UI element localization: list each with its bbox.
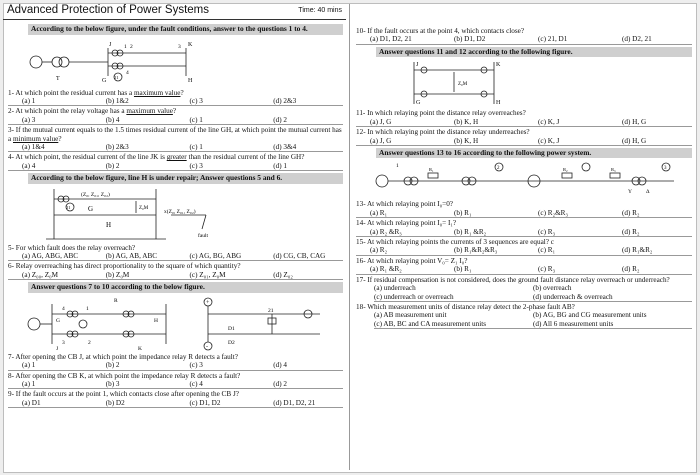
- option-d: (d) All 6 measurement units: [533, 319, 614, 328]
- fig3-label-j: J: [56, 345, 59, 352]
- option-a: (a) 1: [22, 361, 36, 370]
- question-7: 7- After opening the CB J, at which point the impedance relay R detects a fault?: [8, 352, 238, 361]
- fig1-label-j: J: [109, 41, 112, 48]
- figure-1: [26, 36, 326, 88]
- fig1-point-3: 3: [178, 43, 181, 50]
- option-c: (c) 3: [189, 361, 203, 370]
- fig2-label-h: H: [106, 220, 112, 229]
- question-4: 4- At which point, the residual current of the line JK is greater than the residual current of the line GH?: [8, 153, 305, 162]
- fig3b-minus: -: [206, 343, 208, 350]
- option-c: (c) 1: [189, 142, 203, 151]
- option-a: (a) AG, ABG, ABC: [22, 252, 79, 261]
- fig2-fault: fault: [198, 232, 209, 239]
- option-c: (c) AG, BG, ABG: [189, 252, 242, 261]
- option-c: (c) D1, D2: [189, 398, 221, 407]
- question-18: 18- Which measurement units of distance relay detect the 2-phase fault AB?: [356, 302, 575, 311]
- fig1-point-2: 2: [130, 43, 133, 50]
- option-b: (b) R₁: [454, 265, 472, 274]
- fig5-point-2: 2: [497, 166, 500, 172]
- option-d: (d) R₂: [622, 208, 640, 217]
- figure-4: [374, 58, 674, 108]
- option-b: (b) D1, D2: [454, 35, 486, 44]
- option-c: (c) R₃: [538, 265, 556, 274]
- fig5-r3: R₃: [611, 167, 616, 173]
- option-d: (d) H, G: [622, 117, 647, 126]
- option-c: (c) R₁: [538, 246, 556, 255]
- question-14-options: [356, 228, 692, 237]
- fig3-label-h: H: [154, 317, 158, 324]
- fig3b-d2: D2: [228, 339, 235, 346]
- option-c: (c) 1: [189, 115, 203, 124]
- question-16: 16- At which relaying point V₀= Z₁ I₀?: [356, 256, 468, 265]
- fig3b-d1: D1: [228, 325, 235, 332]
- option-c: (c) 21, D1: [538, 35, 568, 44]
- question-8: 8- After opening the CB K, at which point the impedance relay R detects a fault?: [8, 371, 241, 380]
- figure-5: [374, 159, 692, 199]
- option-d: (d) CG, CB, CAG: [273, 252, 326, 261]
- question-10-options: [356, 35, 692, 44]
- fig2-relay-21: 21: [66, 204, 71, 210]
- option-a: (a) Z₀₀, Z₀M: [22, 270, 59, 279]
- option-b: (b) 2: [105, 161, 120, 170]
- option-c: (c) R₃: [538, 227, 556, 236]
- option-a: (a) R₁: [370, 208, 388, 217]
- fig1-label-t: T: [56, 75, 60, 82]
- fig5-y: Y: [628, 189, 632, 196]
- fig4-zm: Z₀M: [458, 82, 468, 88]
- question-15-options: [356, 246, 692, 255]
- option-a: (a) R₂ &R₃: [370, 227, 402, 236]
- fig4-label-h: H: [496, 100, 501, 107]
- option-c: (c) 4: [189, 380, 203, 388]
- figure-3b: [200, 294, 335, 352]
- option-b: (b) R₁: [454, 208, 472, 217]
- question-17: 17- If residual compensation is not considered, does the ground fault distance relay overreach or underreach?: [356, 275, 670, 284]
- fig3-point-3: 3: [62, 339, 65, 346]
- option-b: (b) overreach: [533, 284, 572, 293]
- fig2-z-right: x(Z₀, Z₀₁, Z₀₂): [164, 208, 196, 215]
- fig5-r1: R₁: [429, 167, 434, 173]
- question-9-options: [8, 399, 343, 408]
- fig1-relay-21: 21: [114, 74, 119, 80]
- question-5-options: [8, 252, 343, 261]
- option-d: (d) D1, D2, 21: [273, 398, 316, 407]
- fig1-label-h: H: [188, 77, 193, 84]
- fig1-point-4: 4: [126, 69, 129, 76]
- fig5-delta: Δ: [646, 189, 650, 196]
- option-a: (a) J, G: [370, 136, 392, 145]
- option-d: (d) 3&4: [273, 142, 297, 151]
- question-7-options: [8, 361, 343, 370]
- option-d: (d) D2, 21: [622, 35, 652, 44]
- section-header: According to the below figure, line H is under repair; Answer questions 5 and 6.: [28, 173, 343, 184]
- option-d: (d) R₂: [622, 265, 640, 274]
- fig1-label-k: K: [188, 41, 193, 48]
- option-d: (d) H, G: [622, 136, 647, 145]
- option-b: (b) AG, BG and CG measurement units: [533, 311, 647, 320]
- fig3-point-4: 4: [62, 305, 65, 312]
- section-header: According to the below figure, under the fault conditions, answer to the questions 1 to 4.: [28, 24, 343, 35]
- fig2-label-g: G: [88, 204, 94, 213]
- question-12: 12- In which relaying point the distance relay underreaches?: [356, 128, 530, 137]
- option-d: (d) underreach & overreach: [533, 292, 613, 301]
- question-4-options: [8, 162, 343, 171]
- question-10: 10- If the fault occurs at the point 4, which contacts close?: [356, 27, 525, 35]
- section-header: Answer questions 11 and 12 according to the following figure.: [376, 47, 692, 58]
- question-6-options: [8, 271, 343, 280]
- option-a: (a) 1: [22, 96, 36, 105]
- option-d: (d) 2&3: [273, 96, 297, 105]
- fig4-label-g: G: [416, 100, 421, 107]
- left-column: [8, 22, 343, 409]
- question-2-options: [8, 116, 343, 125]
- fig4-label-k: K: [496, 62, 501, 69]
- option-a: (a) 1&4: [22, 142, 45, 151]
- question-2: 2- At which point the relay voltage has a maximum value?: [8, 107, 177, 116]
- fig3-label-g: G: [56, 317, 60, 324]
- question-8-options: [8, 380, 343, 389]
- fig3-relay-r: R: [114, 297, 118, 304]
- question-17-options: [374, 284, 692, 302]
- fig4-label-j: J: [416, 62, 419, 69]
- option-a: (a) 4: [22, 161, 36, 170]
- option-a: (a) D1: [22, 398, 41, 407]
- fig1-label-g: G: [102, 77, 107, 84]
- option-a: (a) 1: [22, 380, 36, 388]
- question-13: 13- At which relaying point I₀=0?: [356, 200, 453, 209]
- option-b: (b) K, H: [454, 136, 479, 145]
- option-b: (b) 2&3: [105, 142, 129, 151]
- fig3-point-1: 1: [86, 305, 89, 312]
- option-d: (d) 2: [273, 115, 288, 124]
- column-divider: [349, 4, 350, 470]
- option-d: (d) Z₀₂: [273, 270, 293, 279]
- option-c: (c) Z₀₁, Z₀M: [189, 270, 226, 279]
- option-a: (a) J, G: [370, 117, 392, 126]
- fig1-point-1: 1: [124, 43, 127, 50]
- option-d: (d) 1: [273, 161, 288, 170]
- question-15: 15- At which relaying points the currents of 3 sequences are equal? c: [356, 238, 554, 247]
- question-1: 1- At which point the residual current has a maximum value?: [8, 88, 184, 97]
- title-bar: [3, 3, 346, 20]
- time-limit: Time: 40 mins: [298, 7, 342, 14]
- option-b: (b) 4: [105, 115, 120, 124]
- figure-3a: [26, 294, 196, 352]
- option-c: (c) R₂&R₃: [538, 208, 568, 217]
- fig5-r2: R₂: [563, 167, 568, 173]
- question-9: 9- If the fault occurs at the point 1, which contacts close after opening the CB J?: [8, 390, 239, 399]
- option-b: (b) Z₀M: [105, 270, 130, 279]
- option-c: (c) 3: [189, 96, 203, 105]
- fig5-point-3: 3: [664, 166, 667, 172]
- fig2-z-left: (Z₀, Z₀₁, Z₀₂): [81, 191, 110, 198]
- fig3-point-2: 2: [88, 339, 91, 346]
- figure-2: [26, 185, 326, 243]
- option-d: (d) 2: [273, 380, 288, 388]
- option-d: (d) 4: [273, 361, 288, 370]
- option-a: (a) R₁ &R₂: [370, 265, 402, 274]
- page-title: Advanced Protection of Power Systems: [7, 4, 209, 16]
- option-c: (c) 3: [189, 161, 203, 170]
- figure-3-pair: [26, 294, 343, 352]
- fig3b-plus: +: [206, 299, 210, 306]
- question-3-options: [8, 143, 343, 152]
- option-d: (d) R₂: [622, 227, 640, 236]
- option-d: (d) R₁&R₂: [622, 246, 653, 255]
- question-5: 5- For which fault does the relay overreach?: [8, 243, 136, 252]
- question-6: 6- Relay overreaching has direct proportionality to the square of which quantity?: [8, 262, 241, 271]
- fig3b-21: 21: [268, 307, 274, 314]
- section-header: Answer questions 13 to 16 according to the following power system.: [376, 148, 692, 159]
- question-14: 14- At which relaying point I₀= I₁?: [356, 219, 457, 228]
- option-b: (b) K, H: [454, 117, 479, 126]
- question-12-options: [356, 137, 692, 146]
- option-c: (c) K, J: [538, 136, 560, 145]
- question-1-options: [8, 97, 343, 106]
- question-11-options: [356, 118, 692, 127]
- question-18-options: [374, 311, 692, 329]
- fig5-point-1: 1: [396, 163, 399, 170]
- option-b: (b) R₁ &R₂: [454, 227, 487, 236]
- option-b: (b) 2: [105, 361, 120, 370]
- option-c: (c) K, J: [538, 117, 560, 126]
- option-b: (b) 1&2: [105, 96, 129, 105]
- fig3-label-k: K: [138, 345, 142, 352]
- section-header: Answer questions 7 to 10 according to the below figure.: [28, 282, 343, 293]
- option-b: (b) R₁&R₂&R₃: [454, 246, 498, 255]
- question-13-options: [356, 209, 692, 218]
- option-b: (b) 3: [105, 380, 120, 388]
- fig2-zm: Z₀M: [139, 205, 149, 211]
- option-c: (c) AB, BC and CA measurement units: [374, 319, 486, 328]
- option-a: (a) 3: [22, 115, 36, 124]
- option-b: (b) AG, AB, ABC: [105, 252, 158, 261]
- option-a: (a) underreach: [374, 284, 416, 293]
- option-a: (a) AB measurement unit: [374, 311, 447, 320]
- option-a: (a) D1, D2, 21: [370, 35, 412, 44]
- option-b: (b) D2: [105, 398, 125, 407]
- question-16-options: [356, 265, 692, 274]
- right-column: [356, 26, 692, 329]
- question-3: 3- If the mutual current equals to the 1.5 times residual current of the line GH, at which point the mutual current has a minimum value?: [8, 126, 342, 143]
- option-a: (a) R₂: [370, 246, 388, 255]
- option-c: (c) underreach or overreach: [374, 292, 454, 301]
- question-11: 11- In which relaying point the distance relay overreaches?: [356, 109, 526, 118]
